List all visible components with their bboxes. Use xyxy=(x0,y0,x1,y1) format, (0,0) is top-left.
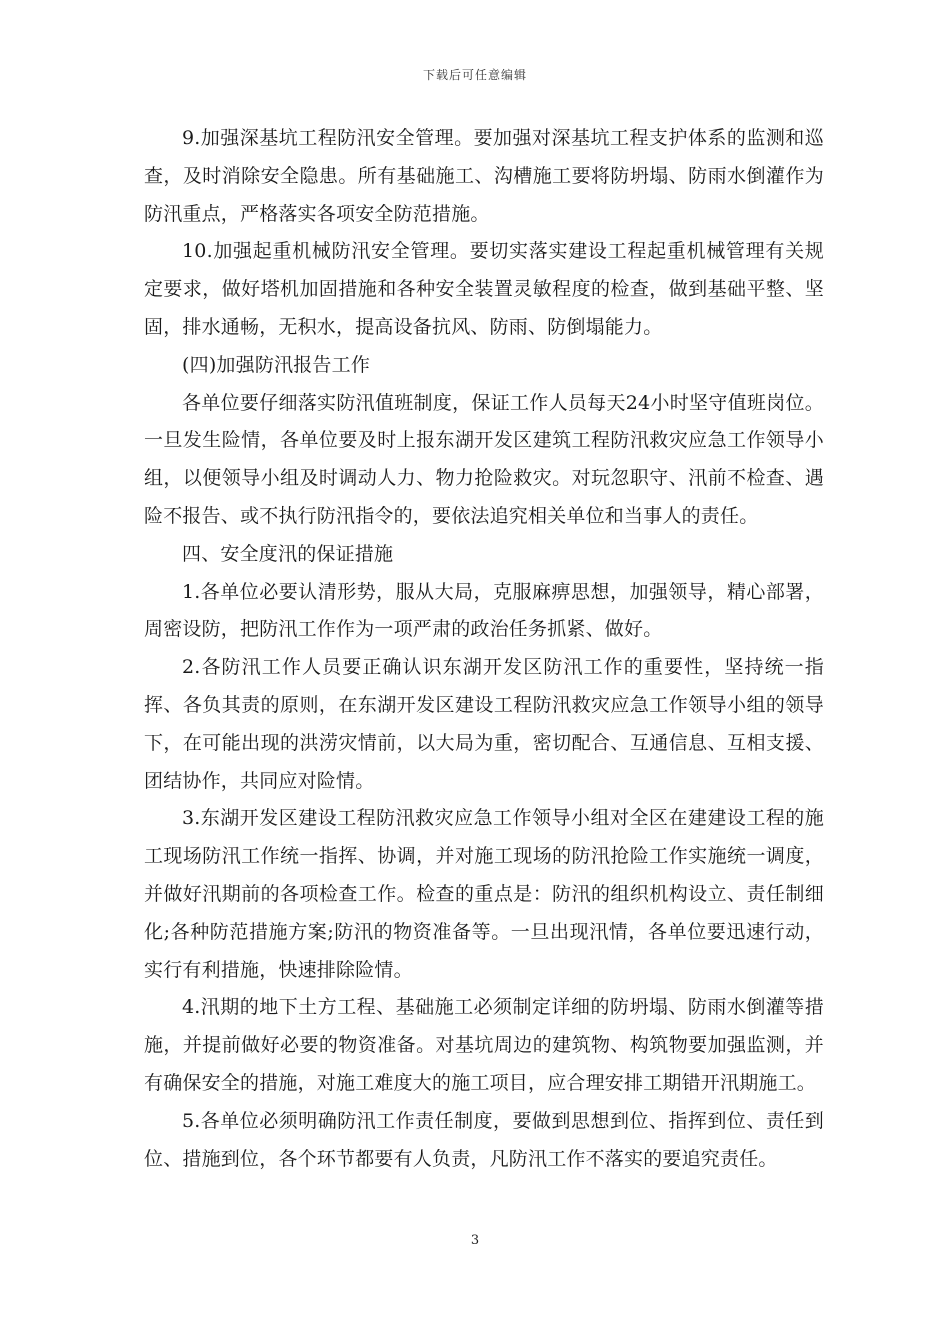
paragraph-measure-2: 2.各防汛工作人员要正确认识东湖开发区防汛工作的重要性，坚持统一指挥、各负其责的原则，在东湖开发区建设工程防汛救灾应急工作领导小组的领导下，在可能出现的洪涝灾情前，以大局为重，密切配合、互通信息、互相支援、团结协作，共同应对险情。 xyxy=(144,656,824,792)
paragraph-measure-3: 3.东湖开发区建设工程防汛救灾应急工作领导小组对全区在建建设工程的施工现场防汛工作统一指挥、协调，并对施工现场的防汛抢险工作实施统一调度，并做好汛期前的各项检查工作。检查的重点是：防汛的组织机构设立、责任制细化;各种防范措施方案;防汛的物资准备等。一旦出现汛情，各单位要迅速行动，实行有利措施，快速排除险情。 xyxy=(144,807,824,981)
paragraph-report-duty: 各单位要仔细落实防汛值班制度，保证工作人员每天24小时坚守值班岗位。一旦发生险情，各单位要及时上报东湖开发区建筑工程防汛救灾应急工作领导小组，以便领导小组及时调动人力、物力抢险救灾。对玩忽职守、汛前不检查、遇险不报告、或不执行防汛指令的，要依法追究相关单位和当事人的责任。 xyxy=(144,391,824,527)
section-heading-measures: 四、安全度汛的保证措施 xyxy=(182,542,394,565)
paragraph-item-10: 10.加强起重机械防汛安全管理。要切实落实建设工程起重机械管理有关规定要求，做好塔机加固措施和各种安全装置灵敏程度的检查，做到基础平整、坚固，排水通畅，无积水，提高设备抗风、防雨、防倒塌能力。 xyxy=(144,240,824,338)
section-heading-report: (四)加强防汛报告工作 xyxy=(182,353,371,376)
paragraph-measure-1: 1.各单位必要认清形势，服从大局，克服麻痹思想，加强领导，精心部署，周密设防，把防汛工作作为一项严肃的政治任务抓紧、做好。 xyxy=(144,580,824,641)
document-body xyxy=(144,120,824,1178)
page-number: 3 xyxy=(470,1233,480,1248)
download-note: 下载后可任意编辑 xyxy=(422,68,527,82)
paragraph-item-9: 9.加强深基坑工程防汛安全管理。要加强对深基坑工程支护体系的监测和巡查，及时消除安全隐患。所有基础施工、沟槽施工要将防坍塌、防雨水倒灌作为防汛重点，严格落实各项安全防范措施。 xyxy=(144,127,824,225)
paragraph-measure-5: 5.各单位必须明确防汛工作责任制度，要做到思想到位、指挥到位、责任到位、措施到位，各个环节都要有人负责，凡防汛工作不落实的要追究责任。 xyxy=(144,1109,824,1170)
paragraph-measure-4: 4.汛期的地下土方工程、基础施工必须制定详细的防坍塌、防雨水倒灌等措施，并提前做好必要的物资准备。对基坑周边的建筑物、构筑物要加强监测，并有确保安全的措施，对施工难度大的施工项目，应合理安排工期错开汛期施工。 xyxy=(144,996,824,1094)
